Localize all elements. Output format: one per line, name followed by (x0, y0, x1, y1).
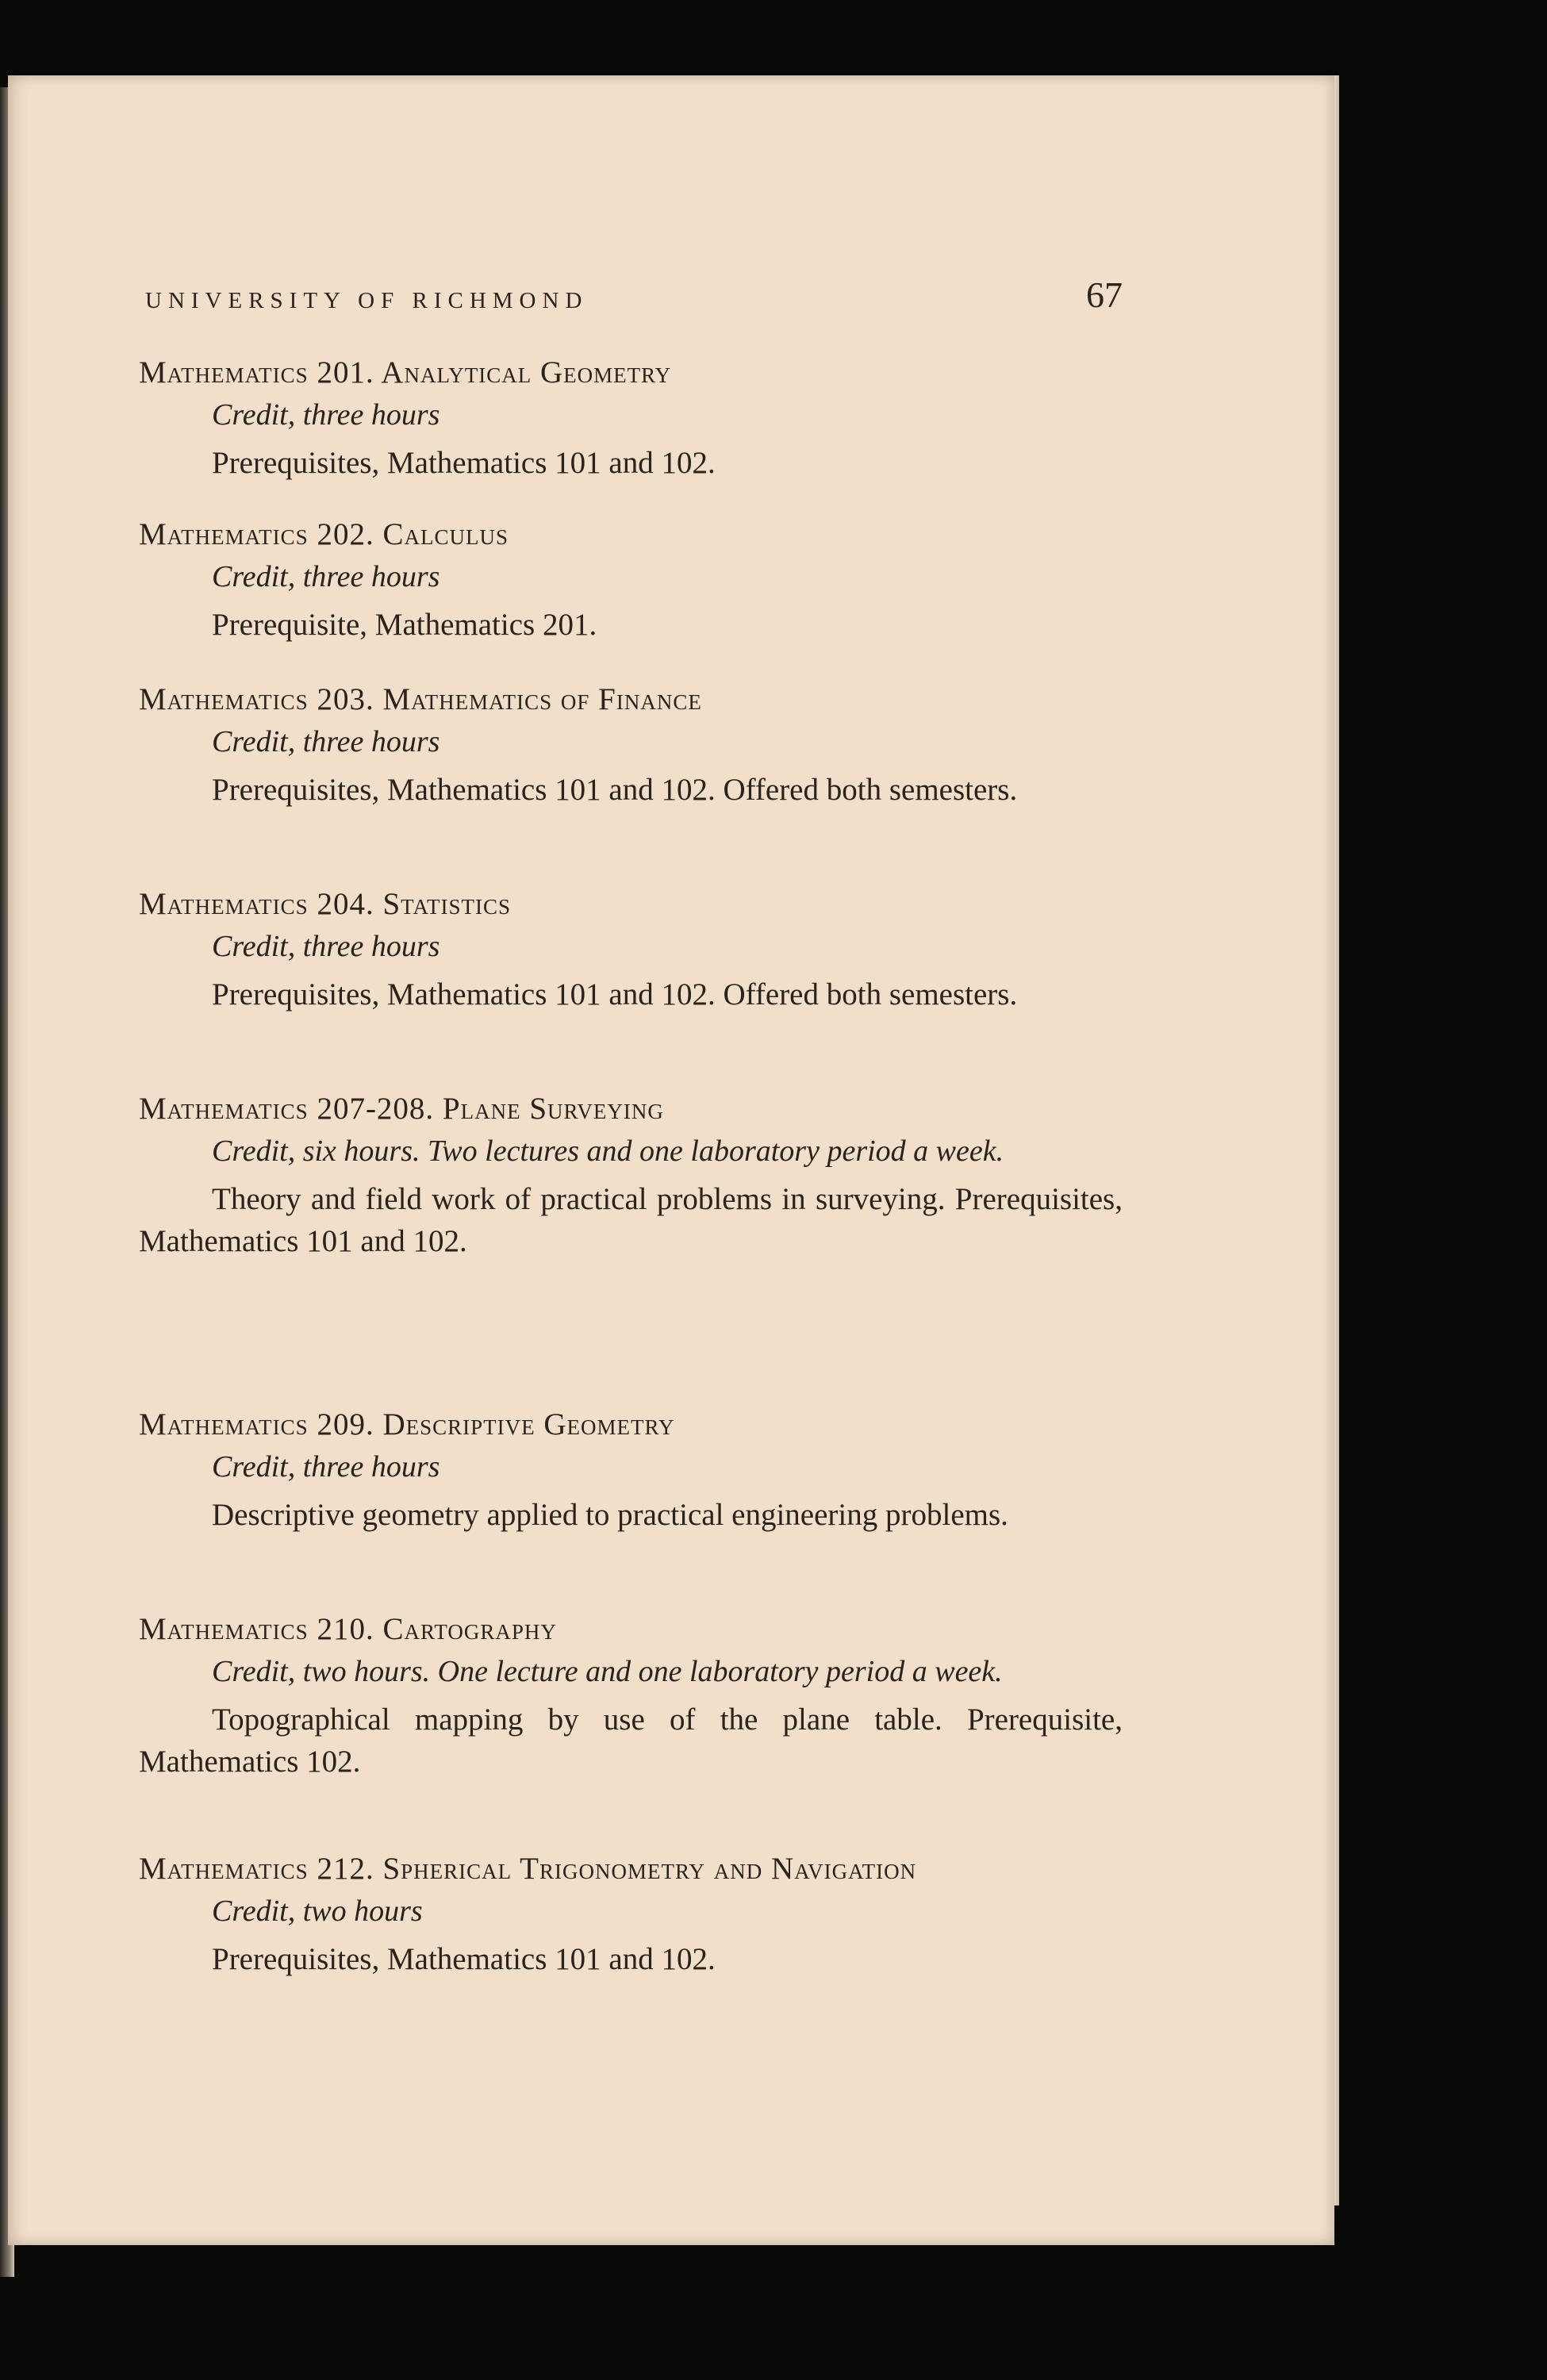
course-title: Mathematics 210. Cartography (139, 1612, 557, 1646)
course-entry-209 (139, 1407, 1123, 1536)
course-title: Mathematics 204. Statistics (139, 887, 511, 921)
page-number: 67 (1086, 274, 1123, 315)
course-description: Prerequisites, Mathematics 101 and 102. (212, 1942, 716, 1976)
course-description: Prerequisites, Mathematics 101 and 102. Offered both semesters. (212, 977, 1018, 1012)
credit-line: Credit, three hours (212, 725, 440, 758)
course-title: Mathematics 209. Descriptive Geometry (139, 1407, 675, 1441)
course-entry-212 (139, 1851, 1123, 1980)
course-title: Mathematics 201. Analytical Geometry (139, 355, 672, 390)
course-description: Prerequisites, Mathematics 101 and 102. Offered both semesters. (212, 773, 1018, 807)
course-description: Prerequisites, Mathematics 101 and 102. (212, 446, 716, 480)
credit-line: Credit, six hours. Two lectures and one laboratory period a week. (212, 1134, 1004, 1168)
course-description: Topographical mapping by use of the plane table. Prerequisite, Mathematics 102. (139, 1702, 1123, 1779)
course-title: Mathematics 207-208. Plane Surveying (139, 1092, 664, 1126)
credit-line: Credit, three hours (212, 1450, 440, 1484)
course-title: Mathematics 212. Spherical Trigonometry and Navigation (139, 1852, 917, 1886)
course-description: Prerequisite, Mathematics 201. (212, 608, 597, 642)
course-entry-202 (139, 516, 1123, 646)
course-entry-210 (139, 1611, 1123, 1783)
course-entry-207-208 (139, 1091, 1123, 1262)
course-description: Descriptive geometry applied to practical engineering problems. (212, 1498, 1008, 1532)
credit-line: Credit, two hours. One lecture and one laboratory period a week. (212, 1655, 1003, 1688)
running-header (139, 274, 1123, 329)
credit-line: Credit, three hours (212, 560, 440, 593)
credit-line: Credit, two hours (212, 1894, 423, 1928)
running-title: UNIVERSITY OF RICHMOND (145, 288, 589, 313)
credit-line: Credit, three hours (212, 398, 440, 432)
course-description: Theory and field work of practical problems in surveying. Prerequisites, Mathematics 101 and 102. (139, 1182, 1123, 1258)
course-entry-204 (139, 886, 1123, 1015)
course-title: Mathematics 202. Calculus (139, 517, 509, 551)
catalog-page (8, 75, 1334, 2245)
course-title: Mathematics 203. Mathematics of Finance (139, 682, 702, 716)
credit-line: Credit, three hours (212, 930, 440, 963)
course-entry-201 (139, 355, 1123, 484)
course-entry-203 (139, 681, 1123, 811)
